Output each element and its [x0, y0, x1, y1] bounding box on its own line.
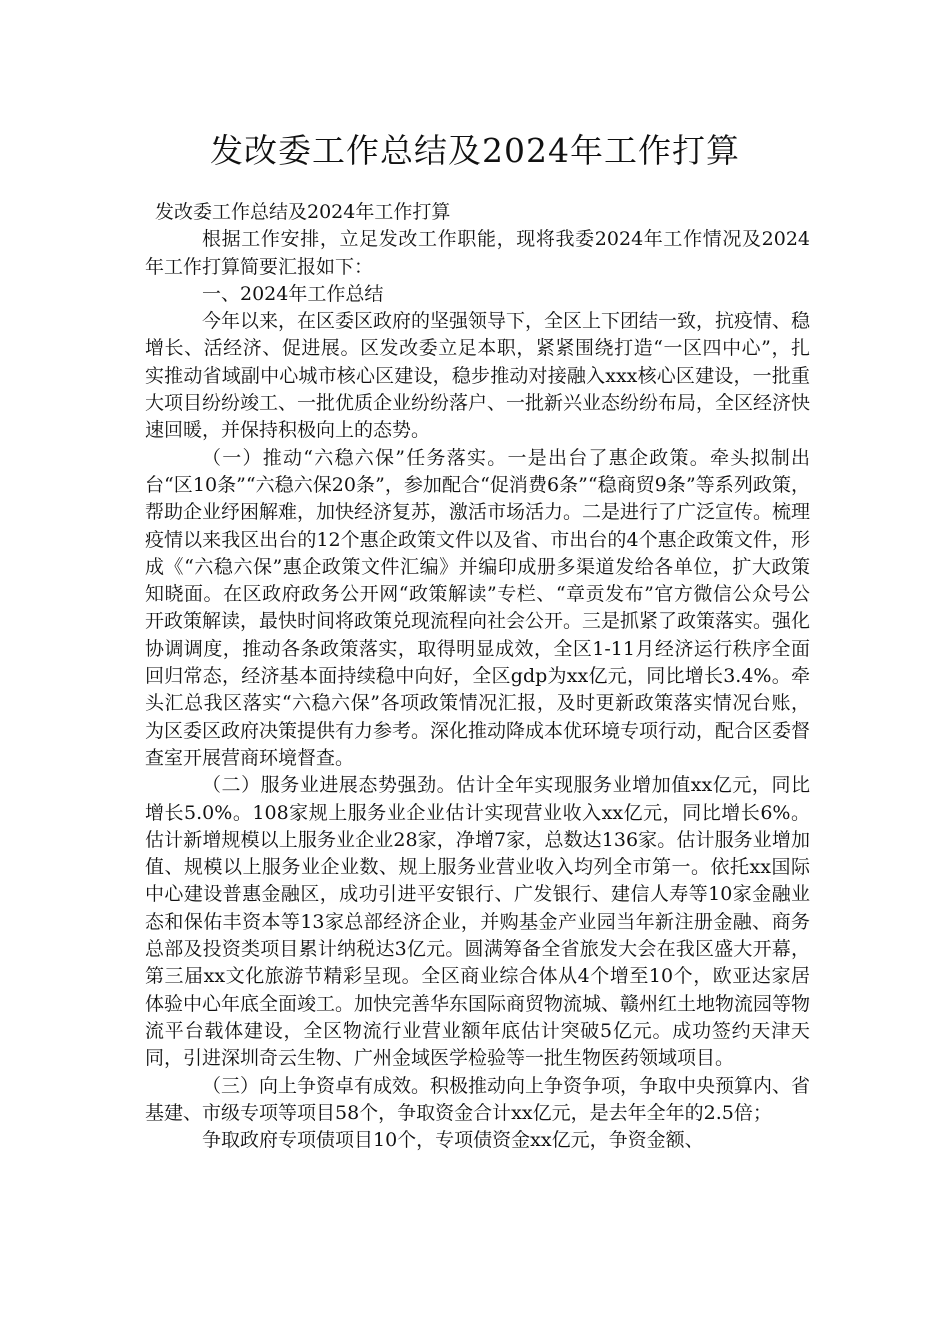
summary-paragraph: 今年以来，在区委区政府的坚强领导下，全区上下团结一致，抗疫情、稳增长、活经济、促进展。区发改委立足本职，紧紧围绕打造“一区四中心”，扎实推动省域副中心城市核心区建设，稳步推动对接融入xxx核心区建设，一批重大项目纷纷竣工、一批优质企业纷纷落户、一批新兴业态纷纷布局，全区经济快速回暖，并保持积极向上的态势。	[145, 310, 811, 442]
paragraph-part-1: （一）推动“六稳六保”任务落实。一是出台了惠企政策。牵头拟制出台“区10条”“六稳六保20条”，参加配合“促消费6条”“稳商贸9条”等系列政策，帮助企业纾困解难，加快经济复苏，激活市场活力。二是进行了广泛宣传。梳理疫情以来我区出台的12个惠企政策文件以及省、市出台的4个惠企政策文件，形成《“六稳六保”惠企政策文件汇编》并编印成册多渠道发给各单位，扩大政策知晓面。在区政府政务公开网“政策解读”专栏、“章贡发布”官方微信公众号公开政策解读，最快时间将政策兑现流程向社会公开。三是抓紧了政策落实。强化协调调度，推动各条政策落实，取得明显成效，全区1-11月经济运行秩序全面回归常态，经济基本面持续稳中向好，全区gdp为xx亿元，同比增长3.4%。牵头汇总我区落实“六稳六保”各项政策情况汇报，及时更新政策落实情况台账，为区委区政府决策提供有力参考。深化推动降成本优环境专项行动，配合区委督查室开展营商环境督查。	[145, 446, 811, 769]
intro-paragraph: 根据工作安排，立足发改工作职能，现将我委2024年工作情况及2024年工作打算简要汇报如下：	[145, 228, 810, 278]
document-title: 发改委工作总结及2024年工作打算	[210, 131, 740, 170]
paragraph-continued: 争取政府专项债项目10个，专项债资金xx亿元，争资金额、	[202, 1129, 704, 1152]
document-body	[145, 199, 810, 1154]
subtitle-line: 发改委工作总结及2024年工作打算	[155, 201, 451, 223]
paragraph-part-3: （三）向上争资卓有成效。积极推动向上争资争项，争取中央预算内、省基建、市级专项等项目58个，争取资金合计xx亿元，是去年全年的2.5倍；	[145, 1074, 811, 1124]
section-heading: 一、2024年工作总结	[202, 282, 384, 305]
paragraph-part-2: （二）服务业进展态势强劲。估计全年实现服务业增加值xx亿元，同比增长5.0%。108家规上服务业企业估计实现营业收入xx亿元，同比增长6%。估计新增规模以上服务业企业28家，净增7家，总数达136家。估计服务业增加值、规模以上服务业企业数、规上服务业营业收入均列全市第一。依托xx国际中心建设普惠金融区，成功引进平安银行、广发银行、建信人寿等10家金融业态和保佑丰资本等13家总部经济企业，并购基金产业园当年新注册金融、商务总部及投资类项目累计纳税达3亿元。圆满筹备全省旅发大会在我区盛大开幕，第三届xx文化旅游节精彩呈现。全区商业综合体从4个增至10个，欧亚达家居体验中心年底全面竣工。加快完善华东国际商贸物流城、赣州红土地物流园等物流平台载体建设，全区物流行业营业额年底估计突破5亿元。成功签约天津天同，引进深圳奇云生物、广州金域医学检验等一批生物医药领域项目。	[145, 774, 811, 1070]
